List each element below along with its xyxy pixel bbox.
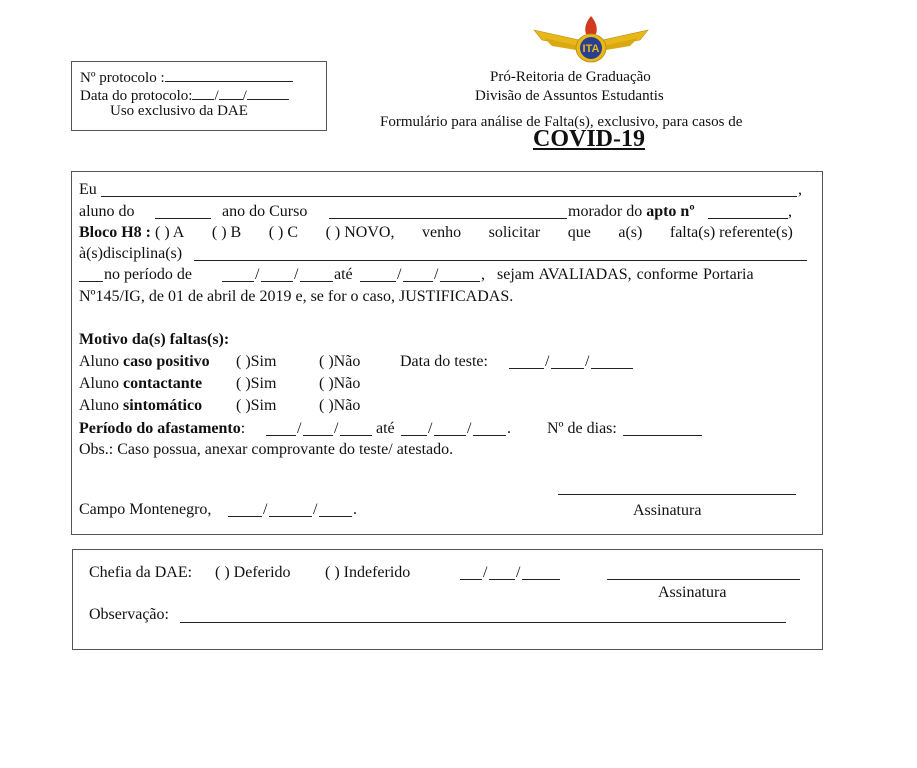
apto-field[interactable] xyxy=(708,218,788,219)
end-month-field[interactable] xyxy=(403,281,433,282)
protocol-date-month[interactable] xyxy=(219,85,243,100)
bloco-row: Bloco H8 : ( ) A ( ) B ( ) C ( ) NOVO, venho solicitar que a(s) falta(s) referente(s) xyxy=(79,224,793,241)
no-periodo-label: no período de xyxy=(104,266,192,283)
leave-end-month[interactable] xyxy=(434,435,466,436)
leave-start-month[interactable] xyxy=(303,435,333,436)
dae-assinatura-label: Assinatura xyxy=(658,584,727,601)
observacao-label: Observação: xyxy=(89,606,169,623)
test-month-field[interactable] xyxy=(551,368,584,369)
disciplina-field[interactable] xyxy=(194,260,807,261)
campo-label: Campo Montenegro, xyxy=(79,501,212,518)
caso-positivo-sim[interactable]: ( )Sim xyxy=(236,353,277,370)
dae-year-field[interactable] xyxy=(522,579,560,580)
option-b[interactable]: ( ) B xyxy=(211,224,242,241)
sign-month-field[interactable] xyxy=(269,516,312,517)
disciplina-label: à(s)disciplina(s) xyxy=(79,245,183,262)
data-teste-label: Data do teste: xyxy=(400,353,488,370)
start-day-field[interactable] xyxy=(222,281,254,282)
caso-positivo-nao[interactable]: ( )Não xyxy=(319,353,361,370)
motivo-title: Motivo da(s) faltas(s): xyxy=(79,331,230,348)
aluno-do-label: aluno do xyxy=(79,203,135,220)
protocol-date-label: Data do protocolo: xyxy=(80,88,193,104)
leave-start-day[interactable] xyxy=(266,435,296,436)
ate-label: até xyxy=(376,420,395,437)
dae-day-field[interactable] xyxy=(460,579,482,580)
protocol-exclusive-note: Uso exclusivo da DAE xyxy=(110,103,248,119)
protocol-number-row xyxy=(80,67,293,87)
sintomatico-label: Aluno sintomático xyxy=(79,397,203,414)
test-day-field[interactable] xyxy=(509,368,544,369)
signature-line[interactable] xyxy=(558,494,796,495)
comma: , xyxy=(788,203,792,220)
leave-end-year[interactable] xyxy=(473,435,506,436)
disciplina-count-field[interactable] xyxy=(79,281,103,282)
ano-do-curso-label: ano do Curso xyxy=(222,203,308,220)
morador-label: morador do apto nº xyxy=(568,203,695,220)
protocol-number-field[interactable] xyxy=(165,67,293,82)
dae-signature-line[interactable] xyxy=(607,579,800,580)
caso-positivo-label: Aluno caso positivo xyxy=(79,353,210,370)
ita-logo xyxy=(532,14,650,66)
protocol-date-year[interactable] xyxy=(247,85,289,100)
course-field[interactable] xyxy=(329,218,567,219)
logo-text: ITA xyxy=(582,43,600,55)
header-line-1: Pró-Reitoria de Graduação xyxy=(490,69,651,85)
start-year-field[interactable] xyxy=(300,281,333,282)
bloco-label: Bloco H8 : xyxy=(79,224,151,241)
sintomatico-nao[interactable]: ( )Não xyxy=(319,397,361,414)
form-title: COVID-19 xyxy=(533,126,645,152)
contactante-nao[interactable]: ( )Não xyxy=(319,375,361,392)
n-dias-field[interactable] xyxy=(623,435,702,436)
comma: , xyxy=(798,181,802,198)
sign-year-field[interactable] xyxy=(319,516,352,517)
observacao-field[interactable] xyxy=(180,622,786,623)
header-line-2: Divisão de Assuntos Estudantis xyxy=(475,88,664,104)
protocol-box xyxy=(71,61,327,131)
name-field[interactable] xyxy=(101,196,797,197)
date-separator: / xyxy=(214,88,219,104)
sejam-text: sejam AVALIADAS, conforme Portaria xyxy=(497,266,754,283)
contactante-sim[interactable]: ( )Sim xyxy=(236,375,277,392)
portaria-text: Nº145/IG, de 01 de abril de 2019 e, se for o caso, JUSTIFICADAS. xyxy=(79,288,514,305)
date-separator: / xyxy=(242,88,247,104)
chefia-label: Chefia da DAE: xyxy=(89,564,193,581)
ate-label: até xyxy=(334,266,353,283)
periodo-afastamento-label: Período do afastamento: xyxy=(79,420,246,437)
n-dias-label: Nº de dias: xyxy=(547,420,617,437)
test-year-field[interactable] xyxy=(591,368,633,369)
dae-month-field[interactable] xyxy=(489,579,515,580)
leave-start-year[interactable] xyxy=(340,435,372,436)
start-month-field[interactable] xyxy=(261,281,293,282)
deferido-option[interactable]: ( ) Deferido xyxy=(215,564,291,581)
protocol-date-row xyxy=(80,85,289,105)
contactante-label: Aluno contactante xyxy=(79,375,203,392)
option-a[interactable]: ( ) A xyxy=(155,224,185,241)
leave-end-day[interactable] xyxy=(401,435,427,436)
sintomatico-sim[interactable]: ( )Sim xyxy=(236,397,277,414)
indeferido-option[interactable]: ( ) Indeferido xyxy=(325,564,411,581)
header-line-3: Formulário para análise de Falta(s), exclusivo, para casos de xyxy=(380,114,743,130)
end-day-field[interactable] xyxy=(360,281,396,282)
sign-day-field[interactable] xyxy=(228,516,262,517)
eu-label: Eu xyxy=(79,181,97,198)
obs-text: Obs.: Caso possua, anexar comprovante do teste/ atestado. xyxy=(79,441,454,458)
option-c[interactable]: ( ) C xyxy=(268,224,299,241)
year-field[interactable] xyxy=(155,218,211,219)
assinatura-label: Assinatura xyxy=(633,502,702,519)
protocol-number-label: Nº protocolo : xyxy=(80,70,165,86)
protocol-date-day[interactable] xyxy=(192,85,214,100)
option-novo[interactable]: ( ) NOVO, xyxy=(325,224,395,241)
end-year-field[interactable] xyxy=(440,281,480,282)
